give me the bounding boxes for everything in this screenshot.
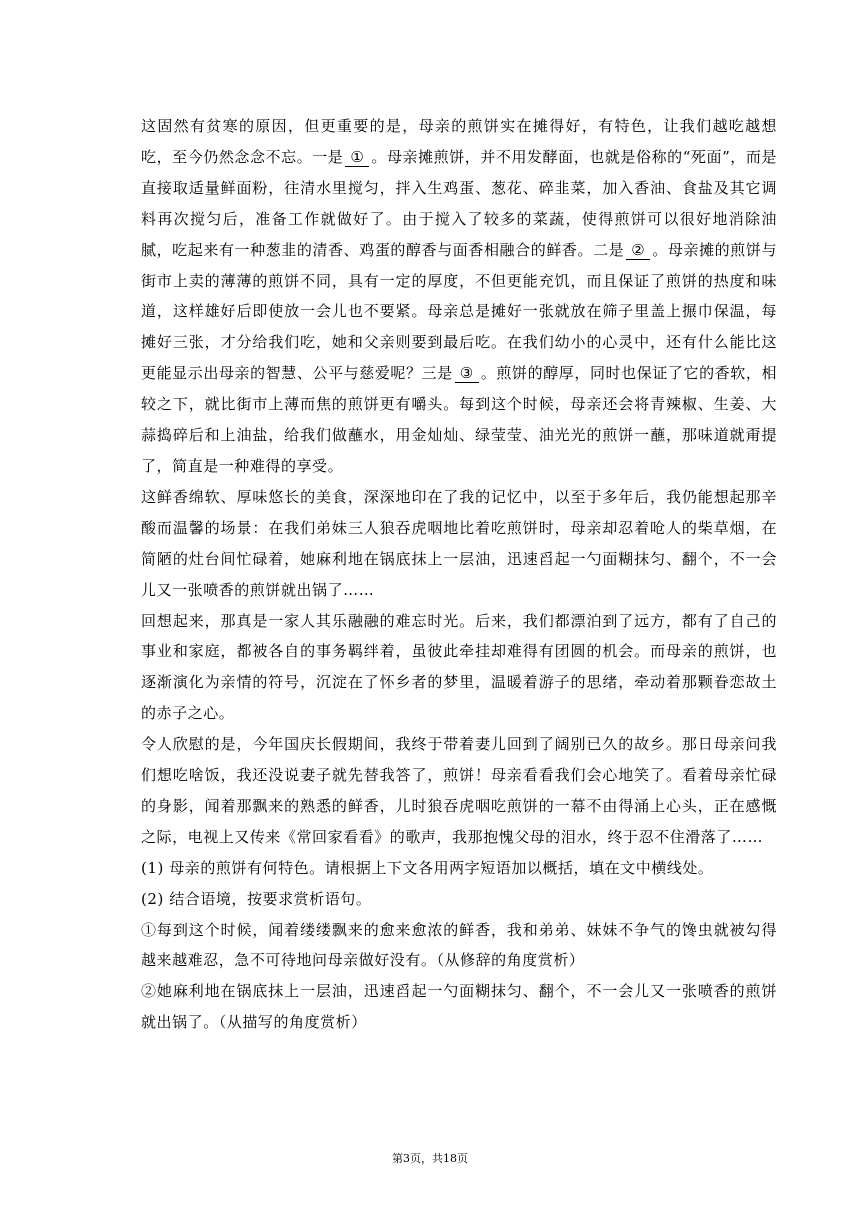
page-number: 第3页，共18页 <box>392 1152 468 1165</box>
paragraph-2: 这鲜香绵软、厚味悠长的美食，深深地印在了我的记忆中，以至于多年后，我仍能想起那辛酸而温馨的场景：在我们弟妹三人狼吞虎咽地比着吃煎饼时，母亲却忍着呛人的柴草烟，在简陋的灶台间忙碌着，她麻利地在锅底抹上一层油，迅速舀起一勺面糊抹匀、翻个，不一会儿又一张喷香的煎饼就出锅了…… <box>141 487 777 599</box>
question-2-item-1: ①每到这个时候，闻着缕缕飘来的愈来愈浓的鲜香，我和弟弟、妹妹不争气的馋虫就被勾得越来越难忍，急不可待地问母亲做好没有。（从修辞的角度赏析） <box>141 920 777 970</box>
paragraph-4: 令人欣慰的是，今年国庆长假期间，我终于带着妻儿回到了阔别已久的故乡。那日母亲问我们想吃啥饭，我还没说妻子就先替我答了，煎饼！母亲看看我们会心地笑了。看着母亲忙碌的身影，闻着那飘来的熟悉的鲜香，儿时狼吞虎咽吃煎饼的一幕不由得涌上心头，正在感慨之际，电视上又传来《常回家看看》的歌声，我那抱愧父母的泪水，终于忍不住滑落了…… <box>141 735 777 846</box>
blank-3: ③ <box>455 364 479 383</box>
paragraph-1-text-a: 这固然有贫寒的原因，但更重要的是，母亲的煎饼实在摊得好，有特色，让我们越吃越想吃，至今仍然念念不忘。一是 <box>141 117 777 166</box>
blank-1: ① <box>345 148 369 167</box>
blank-2: ② <box>626 241 650 260</box>
paragraph-1 <box>141 111 777 482</box>
paragraph-1-text-d: 。煎饼的醇厚，同时也保证了它的香软，相较之下，就比街市上薄而焦的煎饼更有嚼头。每到这个时候，母亲还会将青辣椒、生姜、大蒜捣碎后和上油盐，给我们做蘸水，用金灿灿、绿莹莹、油光光的煎饼一蘸，那味道就甭提了，简直是一种难得的享受。 <box>141 364 777 475</box>
paragraph-3: 回想起来，那真是一家人其乐融融的难忘时光。后来，我们都漂泊到了远方，都有了自己的事业和家庭，都被各自的事务羁绊着，虽彼此牵挂却难得有团圆的机会。而母亲的煎饼，也逐渐演化为亲情的符号，沉淀在了怀乡者的梦里，温暖着游子的思绪，牵动着那颗眷恋故土的赤子之心。 <box>141 611 777 723</box>
article-body <box>141 111 777 1038</box>
paragraph-1-text-b: 。母亲摊煎饼，并不用发酵面，也就是俗称的“死面”，而是直接取适量鲜面粉，往清水里搅匀，拌入生鸡蛋、葱花、碎韭菜，加入香油、食盐及其它调料再次搅匀后，准备工作就做好了。由于搅入了较多的菜蔬，使得煎饼可以很好地消除油腻，吃起来有一种葱韭的清香、鸡蛋的醇香与面香相融合的鲜香。二是 <box>141 147 777 259</box>
question-2-item-2: ②她麻利地在锅底抹上一层油，迅速舀起一勺面糊抹匀、翻个，不一会儿又一张喷香的煎饼就出锅了。（从描写的角度赏析） <box>141 982 777 1032</box>
paragraph-1-text-c: 。母亲摊的煎饼与街市上卖的薄薄的煎饼不同，具有一定的厚度，不但更能充饥，而且保证了煎饼的热度和味道，这样雄好后即使放一会儿也不要紧。母亲总是摊好一张就放在筛子里盖上搌巾保温，每摊好三张，才分给我们吃，她和父亲则要到最后吃。在我们幼小的心灵中，还有什么能比这更能显示出母亲的智慧、公平与慈爱呢？三是 <box>141 240 777 383</box>
question-2: (2) 结合语境，按要求赏析语句。 <box>141 889 372 908</box>
question-1: (1) 母亲的煎饼有何特色。请根据上下文各用两字短语加以概括，填在文中横线处。 <box>141 858 714 877</box>
